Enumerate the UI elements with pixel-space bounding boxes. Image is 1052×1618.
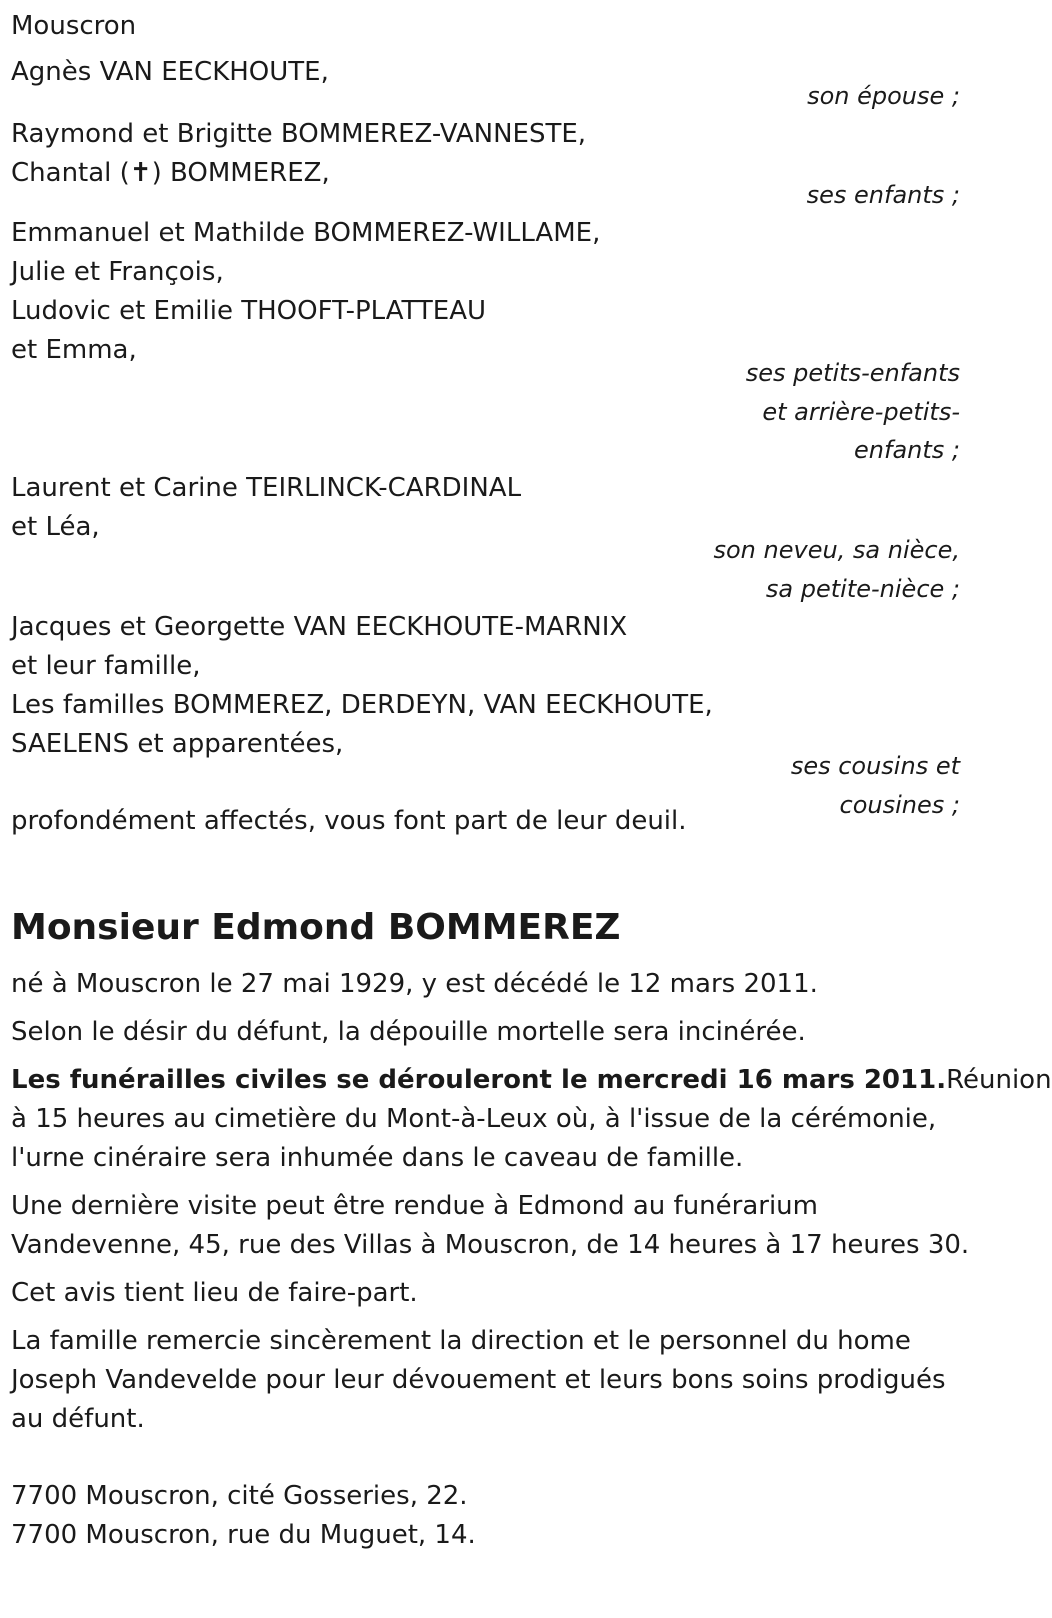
thanks-line: au défunt. [11,1404,145,1434]
deceased-name: Monsieur Edmond BOMMEREZ [11,907,621,948]
family-line: Chantal (✝) BOMMEREZ, [11,158,330,188]
relation-label: ses cousins et [790,752,960,780]
funeral-line [11,1060,1052,1100]
family-line: Agnès VAN EECKHOUTE, [11,57,329,87]
relation-label: son neveu, sa nièce, [713,536,960,564]
relation-label: ses petits-enfants [745,359,960,387]
birth-death-line: né à Mouscron le 27 mai 1929, y est décédé le 12 mars 2011. [11,969,818,999]
relation-label: sa petite-nièce ; [765,575,960,603]
location: Mouscron [11,11,137,41]
relation-label: enfants ; [854,436,960,464]
thanks-line: Joseph Vandevelde pour leur dévouement et leurs bons soins prodigués [11,1365,946,1395]
family-line: Raymond et Brigitte BOMMEREZ-VANNESTE, [11,119,587,149]
funeral-reunion: Réunion [946,1065,1052,1095]
family-line: Emmanuel et Mathilde BOMMEREZ-WILLAME, [11,218,601,248]
visit-line: Vandevenne, 45, rue des Villas à Mouscron, de 14 heures à 17 heures 30. [11,1230,970,1260]
family-line: Les familles BOMMEREZ, DERDEYN, VAN EECKHOUTE, [11,690,713,720]
visit-line: Une dernière visite peut être rendue à Edmond au funérarium [11,1191,818,1221]
funeral-line: l'urne cinéraire sera inhumée dans le caveau de famille. [11,1143,744,1173]
family-line: et leur famille, [11,651,201,681]
family-line: Laurent et Carine TEIRLINCK-CARDINAL [11,473,522,503]
address-line: 7700 Mouscron, rue du Muguet, 14. [11,1520,476,1550]
family-line: Ludovic et Emilie THOOFT-PLATTEAU [11,296,487,326]
relation-label: ses enfants ; [806,181,960,209]
relation-label: cousines ; [839,791,960,819]
family-line: et Léa, [11,512,100,542]
thanks-line: La famille remercie sincèrement la direction et le personnel du home [11,1326,911,1356]
relation-label: son épouse ; [807,82,960,110]
funeral-line: à 15 heures au cimetière du Mont-à-Leux où, à l'issue de la cérémonie, [11,1104,937,1134]
address-line: 7700 Mouscron, cité Gosseries, 22. [11,1481,468,1511]
family-line: SAELENS et apparentées, [11,729,344,759]
cremation-line: Selon le désir du défunt, la dépouille mortelle sera incinérée. [11,1017,806,1047]
funeral-date-bold: Les funérailles civiles se dérouleront le mercredi 16 mars 2011. [11,1065,947,1095]
family-line: Julie et François, [11,257,224,287]
family-line: Jacques et Georgette VAN EECKHOUTE-MARNIX [11,612,628,642]
closing-line: profondément affectés, vous font part de leur deuil. [11,806,687,836]
family-line: et Emma, [11,335,137,365]
relation-label: et arrière-petits- [762,398,960,426]
notice-line: Cet avis tient lieu de faire-part. [11,1278,418,1308]
